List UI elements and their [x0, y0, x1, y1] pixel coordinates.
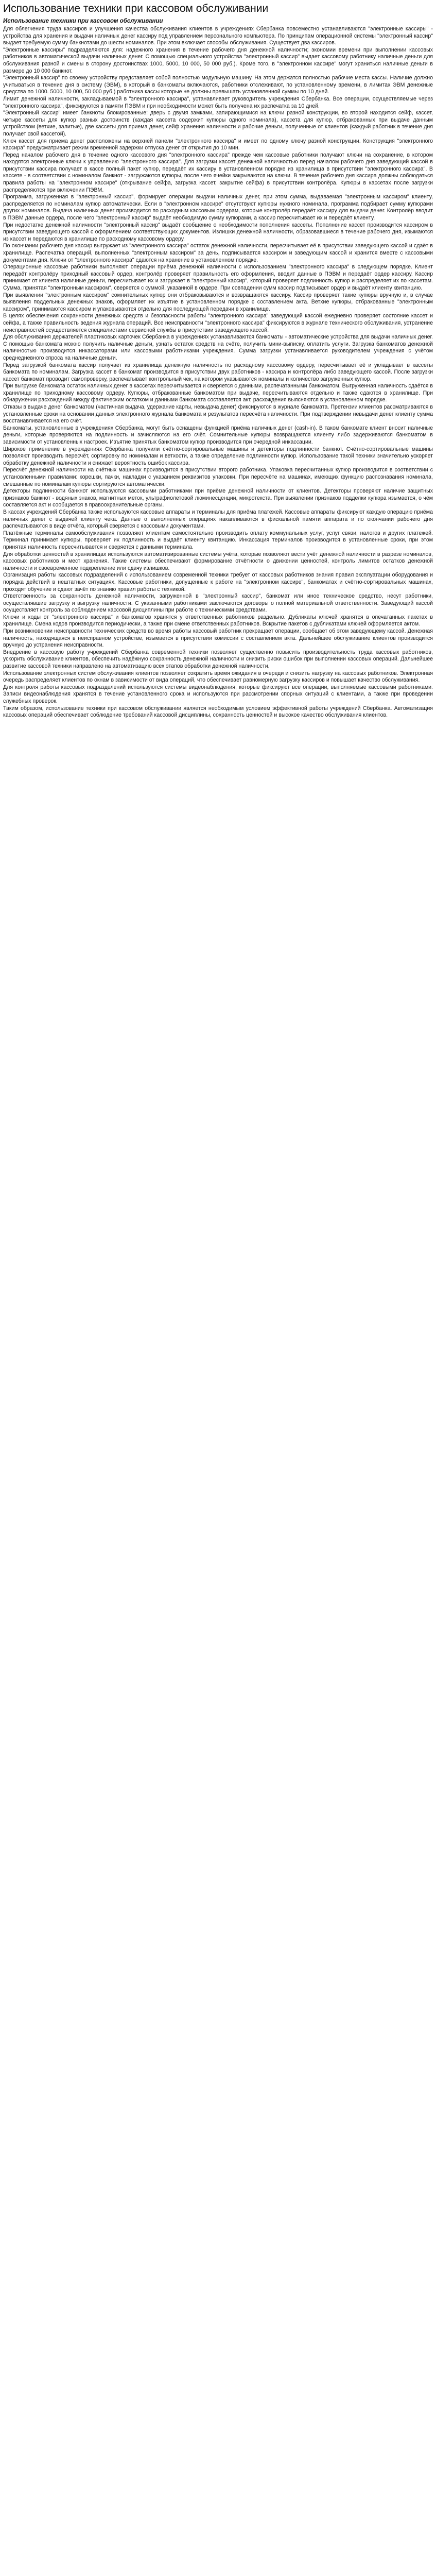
body-paragraph: "Электронный кассир" по своему устройству представляет собой полностью модульную машину. На этом держатся полностью рабочие места кассы. Наличие должно учитываться в течение дня в систему (ЭВМ), в который в банкоматы включаются, работники отслеживают, по установленному времени, в лимитах ЭВМ денежные средства по 1000. 5000, 10 000, 50 000 руб.) работника кассы которые не должны превышать установленной суммы по 10 дней.: [3, 75, 433, 95]
body-paragraph: Ответственность за сохранность денежной наличности, загруженной в "электронный кассир", банкомат или иное техническое средство, несут работники, осуществлявшие загрузку и выгрузку наличности. С указанными работниками заключаются договоры о полной материальной ответственности. Заведующий кассой осуществляет контроль за соблюдением кассовой дисциплины при работе с техническими средствами.: [3, 593, 433, 614]
body-paragraph: Для обслуживания держателей пластиковых карточек Сбербанка в учреждениях устанавливаются банкоматы - автоматические устройства для выдачи наличных денег. С помощью банкомата можно получить наличные деньги, узнать остаток средств на счёте, получить мини-выписку, оплатить услуги. Загрузка банкоматов денежной наличностью производится инкассаторами или кассовыми работниками учреждения. Сумма загрузки устанавливается руководителем учреждения с учётом среднедневного спроса на наличные деньги.: [3, 334, 433, 361]
document-page: [0, 0, 436, 719]
body-paragraph: Широкое применение в учреждениях Сбербанка получили счётно-сортировальные машины и детекторы подлинности банкнот. Счётно-сортировальные машины позволяют производить пересчёт, сортировку по номиналам и ветхости, а также определение подлинности купюр. Использование такой техники значительно ускоряет обработку денежной наличности и снижает вероятность ошибок кассира.: [3, 446, 433, 466]
body-paragraph: Отказы в выдаче денег банкоматом (частичная выдача, удержание карты, невыдача денег) фиксируются в журнале банкомата. Претензии клиентов рассматриваются в установленные сроки на основании данных электронного журнала банкомата и результатов пересчёта наличности. При подтверждении невыдачи денег клиенту сумма восстанавливается на его счёт.: [3, 404, 433, 425]
body-paragraph: Ключи и коды от "электронного кассира" и банкоматов хранятся у ответственных работников раздельно. Дубликаты ключей хранятся в опечатанных пакетах в хранилище. Смена кодов производится периодически, а также при смене ответственных работников. Вскрытие пакетов с дубликатами ключей оформляется актом.: [3, 614, 433, 628]
body-paragraph: При выявлении "электронным кассиром" сомнительных купюр они отбраковываются и возвращаются кассиру. Кассир проверяет такие купюры вручную и, в случае выявления поддельных денежных знаков, оформляет их изъятие в установленном порядке с составлением акта. Ветхие купюры, отбракованные "электронным кассиром", принимаются кассиром и упаковываются отдельно для последующей передачи в хранилище.: [3, 292, 433, 312]
body-paragraph: В кассах учреждений Сбербанка также используются кассовые аппараты и терминалы для приёма платежей. Кассовые аппараты фиксируют каждую операцию приёма наличных денег с выдачей клиенту чека. Данные о выполненных операциях накапливаются в фискальной памяти аппарата и по окончании рабочего дня распечатываются в виде отчёта, который сверяется с кассовыми документами.: [3, 509, 433, 530]
body-paragraph: Для контроля работы кассовых подразделений используются системы видеонаблюдения, которые фиксируют все операции, выполняемые кассовыми работниками. Записи видеонаблюдения хранятся в течение установленного срока и используются при рассмотрении спорных ситуаций с клиентами, а также при проведении служебных проверок.: [3, 684, 433, 704]
body-paragraph: Банкоматы, установленные в учреждениях Сбербанка, могут быть оснащены функцией приёма наличных денег (cash-in). В таком банкомате клиент вносит наличные деньги, которые проверяются на подлинность и зачисляются на его счёт. Сомнительные купюры возвращаются клиенту либо задерживаются банкоматом в зависимости от установленных настроек. Изъятие принятых банкоматом купюр производится при очередной инкассации.: [3, 425, 433, 446]
body-paragraph: При недостатке денежной наличности "электронный кассир" выдаёт сообщение о необходимости пополнения кассеты. Пополнение кассет производится кассиром в присутствии заведующего кассой с оформлением соответствующих документов. Излишки денежной наличности, образовавшиеся в течение рабочего дня, изымаются из кассет и передаются в хранилище по расходному кассовому ордеру.: [3, 222, 433, 242]
body-paragraph: Использование электронных систем обслуживания клиентов позволяет сократить время ожидания в очереди и снизить нагрузку на кассовых работников. Электронная очередь распределяет клиентов по окнам в зависимости от вида операций, что обеспечивает равномерную загрузку кассиров и повышает качество обслуживания.: [3, 670, 433, 684]
body-paragraph: Организация работы кассовых подразделений с использованием современной техники требует от кассовых работников знания правил эксплуатации оборудования и порядка действий в нештатных ситуациях. Кассовые работники, допущенные к работе на "электронном кассире", банкоматах и счётно-сортировальных машинах, проходят обучение и сдают зачёт по знанию правил работы с техникой.: [3, 572, 433, 592]
body-paragraph: В целях обеспечения сохранности денежных средств и безопасности работы "электронного кассира" заведующий кассой ежедневно проверяет состояние кассет и сейфа, а также правильность ведения журнала операций. Все неисправности "электронного кассира" фиксируются в журнале технического обслуживания, устранение неисправностей осуществляется специалистами сервисной службы в присутствии заведующего кассой.: [3, 313, 433, 333]
body-paragraph: Таким образом, использование техники при кассовом обслуживании является необходимым условием эффективной работы учреждений Сбербанка. Автоматизация кассовых операций обеспечивает соблюдение требований кассовой дисциплины, сохранность ценностей и высокое качество обслуживания клиентов.: [3, 705, 433, 719]
body-paragraph: Внедрение в кассовую работу учреждений Сбербанка современной техники позволяет существенно повысить производительность труда кассовых работников, ускорить обслуживание клиентов, обеспечить надёжную сохранность денежной наличности и снизить риски ошибок при выполнении кассовых операций. Дальнейшее развитие кассовой техники направлено на автоматизацию всех этапов обработки денежной наличности.: [3, 649, 433, 670]
body-paragraph: Лимит денежной наличности, закладываемой в "электронного кассира", устанавливает руководитель учреждения Сбербанка. Все операции, осуществляемые через "электронного кассира", фиксируются в памяти ПЭВМ и при необходимости может быть получена их распечатка за 10 дней.: [3, 95, 433, 109]
body-paragraph: При выгрузке банкомата остаток наличных денег в кассетах пересчитывается и сверяется с данными, распечатанными банкоматом. Выгруженная наличность сдаётся в хранилище по приходному кассовому ордеру. Купюры, отбракованные банкоматом при выдаче, пересчитываются отдельно и также сдаются в хранилище. При обнаружении расхождений между фактическим остатком и данными банкомата составляется акт, расхождения выясняются в установленном порядке.: [3, 383, 433, 403]
body-paragraph: При возникновении неисправности технических средств во время работы кассовый работник прекращает операции, сообщает об этом заведующему кассой. Денежная наличность, находящаяся в неисправном устройстве, изымается в присутствии комиссии с составлением акта. Дальнейшее обслуживание клиентов производится вручную до устранения неисправности.: [3, 628, 433, 649]
body-paragraph: Ключ кассет для приема денег расположены на верхней панели "электронного кассира" и имеет по одному ключу разной конструкции. Конструкция "электронного кассира" предусматривает режим временной задержки отпуска денег от открытия до 10 мин.: [3, 138, 433, 151]
page-title: Использование техники при кассовом обслуживании: [3, 3, 269, 14]
body-paragraph: "Электронный кассир" имеет банкноты блокированные: дверь с двумя замками, запирающимися на ключи разной конструкции, во второй находится сейф, кассет, четыре кассеты для купюр разных достоинств (каждая кассета содержит купюры одного номинала), кассета для купюр, отбракованных при выдаче данным устройством (ветхие, залитые), две кассеты для приема денег, сейф хранения наличности и рабочие деньги, полученные от клиентов (каждый работник в течение дня получает свой кассетой).: [3, 110, 433, 137]
body-paragraph: Платёжные терминалы самообслуживания позволяют клиентам самостоятельно производить оплату коммунальных услуг, услуг связи, налогов и других платежей. Терминал принимает купюры, проверяет их подлинность и выдаёт клиенту квитанцию. Инкассация терминалов производится в установленные сроки, при этом принятая наличность пересчитывается и сверяется с данными терминала.: [3, 530, 433, 550]
body-paragraph: Программа, загруженная в "электронный кассир", формирует операции выдачи наличных денег, при этом сумма, выдаваемая "электронным кассиром" клиенту, распределяется по номиналам купюр автоматически. Если в "электронном кассире" отсутствуют купюры нужного номинала, программа подбирает сумму купюрами других номиналов. Выдача наличных денег производится по расходным кассовым ордерам, которые контролёр передаёт кассиру для выдачи денег. Контролёр вводит в ПЭВМ данные ордера, после чего "электронный кассир" выдаёт необходимую сумму купюрами, а кассир пересчитывает их и передаёт клиенту.: [3, 194, 433, 222]
body-paragraph: Детекторы подлинности банкнот используются кассовыми работниками при приёме денежной наличности от клиентов. Детекторы проверяют наличие защитных признаков банкнот - водяных знаков, магнитных меток, ультрафиолетовой люминесценции, микротекста. При выявлении признаков подделки купюра изымается, о чём составляется акт и сообщается в правоохранительные органы.: [3, 488, 433, 509]
body-paragraph: По окончании рабочего дня кассир выгружает из "электронного кассира" остаток денежной наличности, пересчитывает её в присутствии заведующего кассой и сдаёт в хранилище. Распечатка операций, выполненных "электронным кассиром" за день, подписывается кассиром и заведующим кассой и хранится вместе с кассовыми документами дня. Ключи от "электронного кассира" сдаются на хранение в установленном порядке.: [3, 243, 433, 263]
body-paragraph: Операционные кассовые работники выполняют операции приёма денежной наличности с использованием "электронного кассира" в следующем порядке. Клиент передаёт контролёру приходный кассовый ордер, контролёр проверяет правильность его оформления, вводит данные в ПЭВМ и передаёт ордер кассиру. Кассир принимает от клиента наличные деньги, пересчитывает их и загружает в "электронный кассир", который проверяет подлинность купюр и распределяет их по кассетам. Сумма, принятая "электронным кассиром", сверяется с суммой, указанной в ордере. При совпадении сумм кассир подписывает ордер и выдаёт клиенту квитанцию.: [3, 264, 433, 291]
body-paragraph: Перед началом рабочего дня в течение одного кассового дня "электронного кассира" прежде чем кассовые работники получают ключи на сохранение, в котором находятся электронные ключи к управлению "электронного кассира". Для загрузки кассет денежной наличностью перед началом рабочего дня заведующий кассой в присутствии кассира получает в кассе полный пакет купюр, передаёт их кассиру в установленном порядке из хранилища в присутствии "электронного кассира". В кассете - в соответствии с номиналом банкнот - загружаются купюры, после чего ячейки закрываются на ключи. В течение рабочего дня кассира должны соблюдаться правила работы на "электронном кассире" (открывание сейфа, загрузка кассет, закрытие сейфа) в присутствии контролёра. Купюры в кассетах после загрузки распределяются при включении ПЭВМ.: [3, 151, 433, 193]
body-paragraph: Перед загрузкой банкомата кассир получает из хранилища денежную наличность по расходному кассовому ордеру, пересчитывает её и укладывает в кассеты банкомата по номиналам. Загрузка кассет в банкомат производится в присутствии двух работников - кассира и контролёра либо заведующего кассой. После загрузки кассет банкомат проводит самопроверку, распечатывает контрольный чек, на котором указываются номиналы и количество загруженных купюр.: [3, 362, 433, 382]
body-paragraph: Для облегчения труда кассиров и улучшения качества обслуживания клиентов в учреждениях Сбербанка повсеместно устанавливаются "электронные кассиры" - устройства для хранения и выдачи наличных денег кассиру под управлением персонального компьютера. По принципам операционной системы "электронный кассир" выдает требуемую сумму банкнотами до шести номиналов. При этом включает способы обслуживания. Существует два кассиров.: [3, 26, 433, 46]
section-heading: Использование техники при кассовом обслуживании: [3, 18, 163, 24]
article-body: [3, 26, 433, 719]
body-paragraph: Для обработки ценностей в хранилищах используются автоматизированные системы учёта, которые позволяют вести учёт денежной наличности в разрезе номиналов, кассовых работников и мест хранения. Такие системы обеспечивают формирование отчётности о движении ценностей, контроль лимитов остатков денежной наличности и своевременное подкрепление или сдачу излишков.: [3, 551, 433, 571]
body-paragraph: Пересчёт денежной наличности на счётных машинах производится в присутствии второго работника. Упаковка пересчитанных купюр производится в соответствии с установленными правилами: корешки, пачки, накладки с указанием реквизитов упаковки. При пересчёте на машинах, имеющих функцию распознавания номинала, смешанные по номиналам купюры сортируются автоматически.: [3, 467, 433, 487]
body-paragraph: "Электронные кассиры" подразделяются для: надежного хранения в течение рабочего дня денежной наличности; экономии времени при выполнении кассовых работников в автоматической выдачи наличных денег. С помощью специального устройства "электронный кассир" выдает кассовому работнику наличные деньги для обслуживания разной и смены в сторону достоинствах 1000, 5000, 10 000, 50 000 руб.). Кроме того, в "электронном кассире" могут храниться наличные деньги в размере до 10 000 банкнот.: [3, 46, 433, 74]
